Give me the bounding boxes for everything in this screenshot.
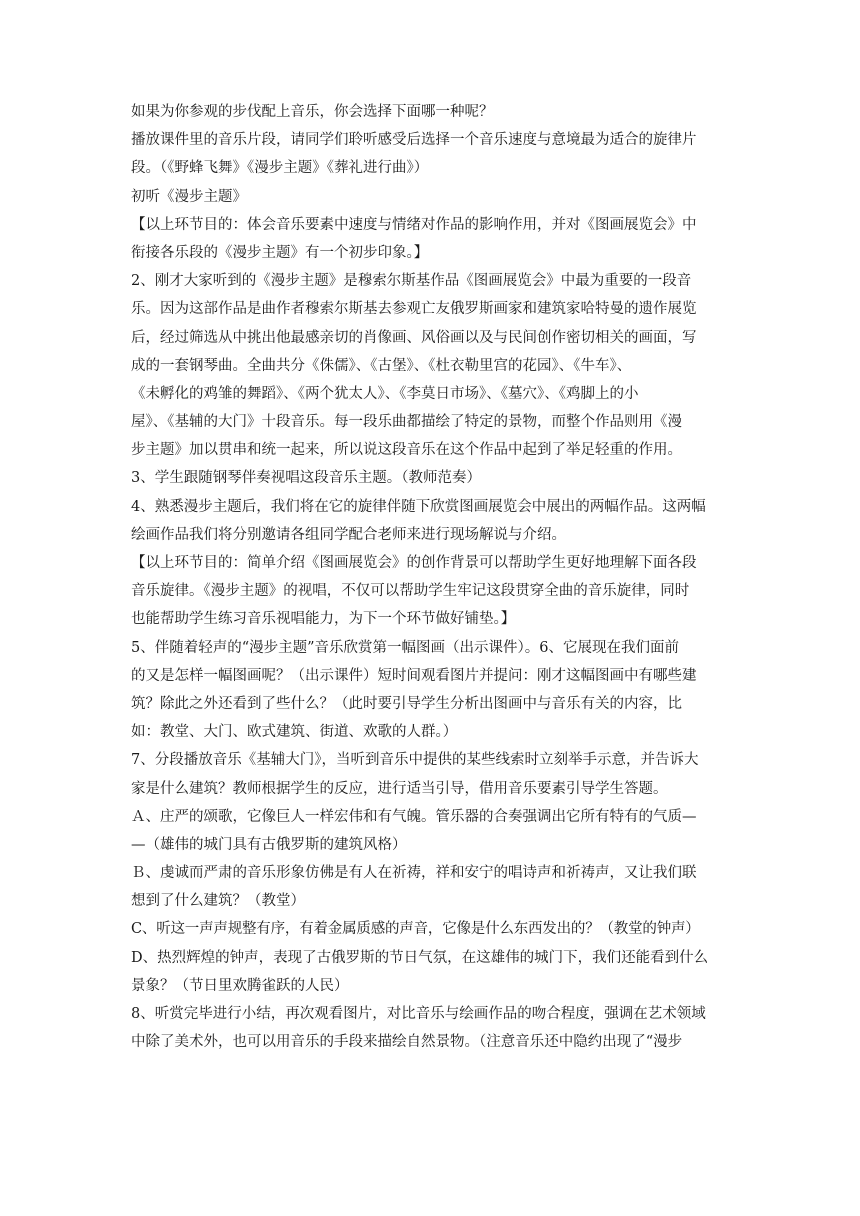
- text-line: 3、学生跟随钢琴伴奏视唱这段音乐主题。（教师范奏）: [131, 470, 481, 487]
- text-line: Ｂ、虔诚而严肃的音乐形象仿佛是有人在祈祷，祥和安宁的唱诗声和祈祷声，又让我们联: [131, 865, 697, 882]
- text-line: Ａ、庄严的颂歌，它像巨人一样宏伟和有气魄。管乐器的合奏强调出它所有特有的气质—: [131, 808, 697, 825]
- text-line: 衔接各乐段的《漫步主题》有一个初步印象。】: [131, 244, 429, 261]
- text-line: 4、熟悉漫步主题后，我们将在它的旋律伴随下欣赏图画展览会中展出的两幅作品。这两幅: [131, 498, 706, 515]
- text-line: 初听《漫步主题》: [131, 188, 247, 205]
- text-line: 筑？除此之外还看到了些什么？（此时要引导学生分析出图画中与音乐有关的内容，比: [131, 695, 682, 712]
- document-body: [131, 98, 731, 1056]
- text-line: D、热烈辉煌的钟声，表现了古俄罗斯的节日气氛，在这雄伟的城门下，我们还能看到什么: [131, 949, 709, 966]
- text-line: 音乐旋律。《漫步主题》的视唱，不仅可以帮助学生牢记这段贯穿全曲的音乐旋律，同时: [131, 583, 690, 600]
- text-line: 《未孵化的鸡雏的舞蹈》、《两个犹太人》、《李莫日市场》、《墓穴》、《鸡脚上的小: [131, 385, 639, 402]
- text-line: 5、伴随着轻声的“漫步主题”音乐欣赏第一幅图画（出示课件）。6、它展现在我们面前: [131, 639, 680, 656]
- text-line: C、听这一声声规整有序，有着金属质感的声音，它像是什么东西发出的？（教堂的钟声）: [131, 921, 700, 938]
- text-line: —（雄伟的城门具有古俄罗斯的建筑风格）: [131, 836, 407, 853]
- text-line: 8、听赏完毕进行小结，再次观看图片，对比音乐与绘画作品的吻合程度，强调在艺术领域: [131, 1006, 706, 1022]
- text-line: 乐。因为这部作品是曲作者穆索尔斯基去参观亡友俄罗斯画家和建筑家哈特曼的遗作展览: [131, 301, 697, 318]
- text-line: 想到了什么建筑？（教堂）: [131, 893, 305, 910]
- text-line: 中除了美术外，也可以用音乐的手段来描绘自然景物。（注意音乐还中隐约出现了“漫步: [131, 1034, 683, 1051]
- text-line: 成的一套钢琴曲。全曲共分《侏儒》、《古堡》、《杜衣勒里宫的花园》、《牛车》、: [131, 357, 632, 374]
- text-line: 如果为你参观的步伐配上音乐，你会选择下面哪一种呢？: [131, 104, 494, 120]
- text-line: 后，经过筛选从中挑出他最感亲切的肖像画、风俗画以及与民间创作密切相关的画面，写: [131, 329, 697, 346]
- text-line: 屋》、《基辅的大门》十段音乐。每一段乐曲都描绘了特定的景物，而整个作品则用《漫: [131, 414, 682, 431]
- text-line: 段。（《野蜂飞舞》《漫步主题》《葬礼进行曲》）: [131, 160, 429, 177]
- text-line: 【以上环节目的：简单介绍《图画展览会》的创作背景可以帮助学生更好地理解下面各段: [131, 555, 697, 571]
- text-line: 绘画作品我们将分别邀请各组同学配合老师来进行现场解说与介绍。: [131, 526, 566, 543]
- text-line: 播放课件里的音乐片段，请同学们聆听感受后选择一个音乐速度与意境最为适合的旋律片: [131, 132, 697, 149]
- text-line: 的又是怎样一幅图画呢？（出示课件）短时间观看图片并提问：刚才这幅图画中有哪些建: [131, 667, 697, 684]
- text-line: 7、分段播放音乐《基辅大门》，当听到音乐中提供的某些线索时立刻举手示意，并告诉大: [131, 752, 699, 769]
- text-line: 【以上环节目的：体会音乐要素中速度与情绪对作品的影响作用，并对《图画展览会》中: [131, 216, 697, 233]
- text-line: 家是什么建筑？教师根据学生的反应，进行适当引导，借用音乐要素引导学生答题。: [131, 780, 668, 797]
- text-line: 景象？（节日里欢腾雀跃的人民）: [131, 977, 349, 994]
- text-line: 如：教堂、大门、欧式建筑、街道、欢歌的人群。）: [131, 724, 458, 741]
- text-line: 也能帮助学生练习音乐视唱能力，为下一个环节做好铺垫。】: [131, 611, 516, 628]
- text-line: 步主题》加以贯串和统一起来，所以说这段音乐在这个作品中起到了举足轻重的作用。: [131, 442, 682, 459]
- text-line: 2、刚才大家听到的《漫步主题》是穆索尔斯基作品《图画展览会》中最为重要的一段音: [131, 273, 692, 290]
